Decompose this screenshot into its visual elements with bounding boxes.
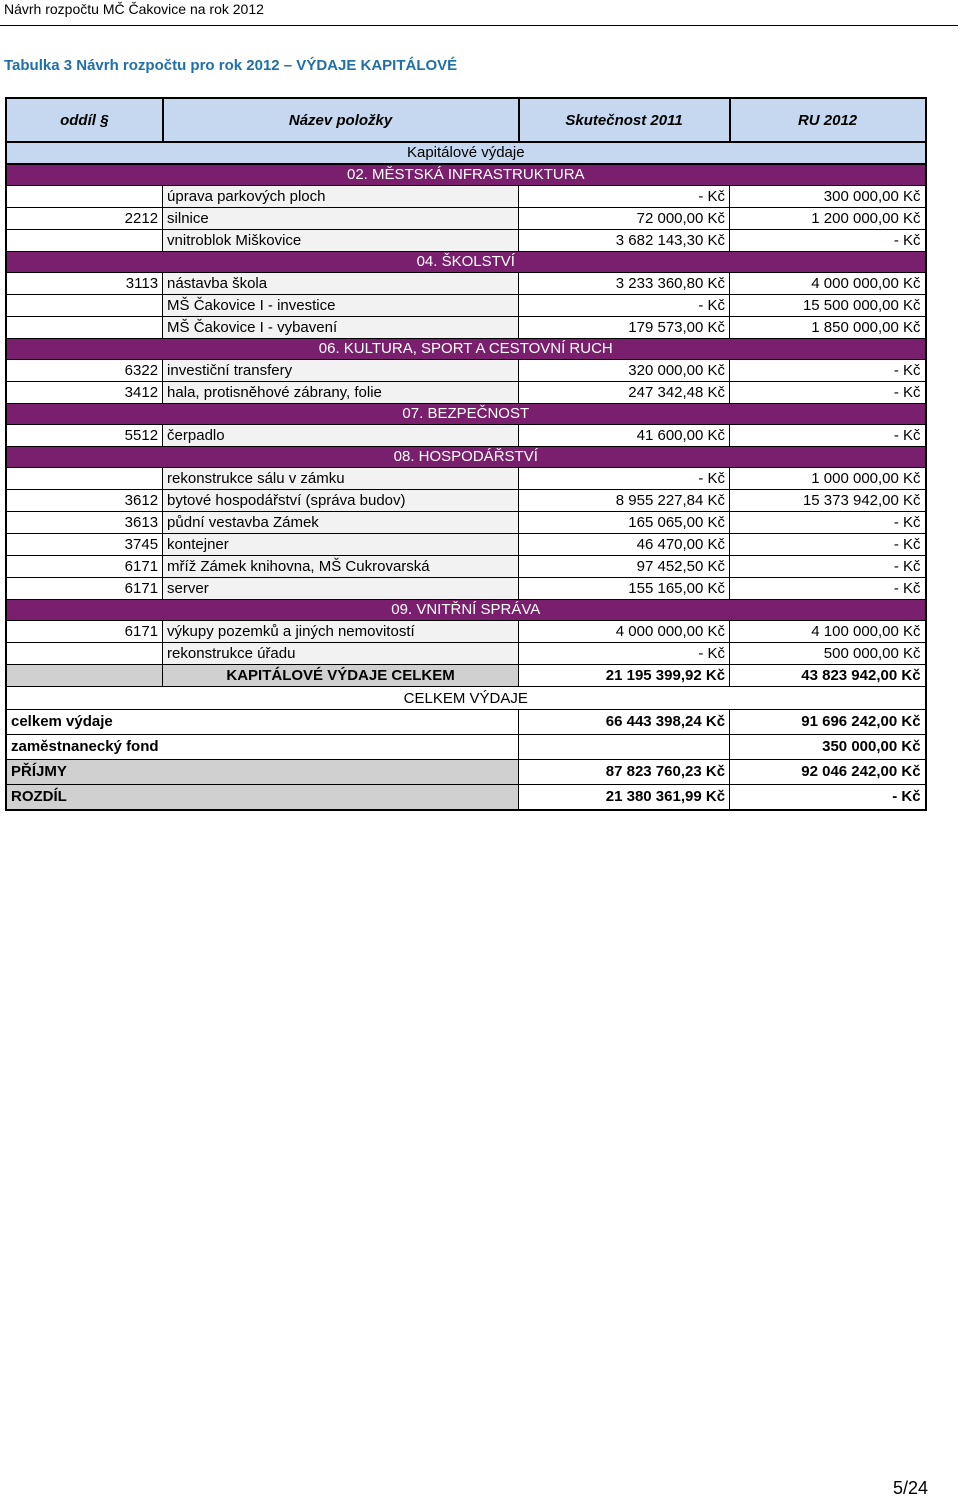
table-row	[6, 360, 926, 382]
table-row	[6, 186, 926, 208]
row-value-2012: - Kč	[730, 382, 926, 404]
column-header-oddil: oddíl §	[6, 98, 163, 142]
group-title: 04. ŠKOLSTVÍ	[6, 252, 926, 273]
summary-value-2011	[519, 735, 730, 760]
group-header-row	[6, 252, 926, 273]
row-value-2011: 179 573,00 Kč	[519, 317, 730, 339]
summary-value-2012: 350 000,00 Kč	[730, 735, 926, 760]
total-row	[6, 665, 926, 687]
column-header-ru: RU 2012	[730, 98, 926, 142]
document-header	[0, 0, 958, 26]
group-title: 06. KULTURA, SPORT A CESTOVNÍ RUCH	[6, 339, 926, 360]
row-value-2012: 4 000 000,00 Kč	[730, 273, 926, 295]
row-value-2012: - Kč	[730, 578, 926, 600]
section-title-row	[6, 142, 926, 164]
row-value-2011: - Kč	[519, 468, 730, 490]
table-row	[6, 208, 926, 230]
budget-table	[5, 97, 927, 811]
row-value-2011: 8 955 227,84 Kč	[519, 490, 730, 512]
summary-spacer	[163, 760, 519, 785]
row-value-2012: - Kč	[730, 534, 926, 556]
row-code: 6171	[6, 578, 163, 600]
row-name: nástavba škola	[163, 273, 519, 295]
row-value-2012: 4 100 000,00 Kč	[730, 621, 926, 643]
row-value-2011: 4 000 000,00 Kč	[519, 621, 730, 643]
row-value-2012: 15 500 000,00 Kč	[730, 295, 926, 317]
row-value-2011: 247 342,48 Kč	[519, 382, 730, 404]
row-code: 3412	[6, 382, 163, 404]
table-row	[6, 468, 926, 490]
summary-value-2011: 66 443 398,24 Kč	[519, 710, 730, 735]
row-value-2011: 72 000,00 Kč	[519, 208, 730, 230]
group-title: 08. HOSPODÁŘSTVÍ	[6, 447, 926, 468]
table-row	[6, 512, 926, 534]
table-row	[6, 382, 926, 404]
row-value-2011: 320 000,00 Kč	[519, 360, 730, 382]
summary-label: ROZDÍL	[6, 785, 163, 811]
summary-title: CELKEM VÝDAJE	[6, 687, 926, 710]
row-value-2012: 500 000,00 Kč	[730, 643, 926, 665]
row-code: 2212	[6, 208, 163, 230]
page-number: 5/24	[892, 1478, 928, 1498]
summary-row	[6, 735, 926, 760]
table-row	[6, 273, 926, 295]
summary-row	[6, 710, 926, 735]
row-name: vnitroblok Miškovice	[163, 230, 519, 252]
summary-spacer	[163, 785, 519, 811]
group-header-row	[6, 447, 926, 468]
summary-spacer	[163, 735, 519, 760]
group-header-row	[6, 404, 926, 425]
row-value-2012: - Kč	[730, 360, 926, 382]
budget-table-body	[6, 98, 926, 810]
row-name: bytové hospodářství (správa budov)	[163, 490, 519, 512]
row-value-2012: - Kč	[730, 230, 926, 252]
row-code: 6322	[6, 360, 163, 382]
row-code	[6, 186, 163, 208]
table-row	[6, 317, 926, 339]
summary-value-2011: 21 380 361,99 Kč	[519, 785, 730, 811]
row-name: výkupy pozemků a jiných nemovitostí	[163, 621, 519, 643]
row-name: čerpadlo	[163, 425, 519, 447]
row-name: hala, protisněhové zábrany, folie	[163, 382, 519, 404]
row-value-2012: 15 373 942,00 Kč	[730, 490, 926, 512]
row-value-2012: 1 000 000,00 Kč	[730, 468, 926, 490]
row-value-2012: - Kč	[730, 556, 926, 578]
row-code: 3612	[6, 490, 163, 512]
table-row	[6, 534, 926, 556]
row-name: silnice	[163, 208, 519, 230]
table-row	[6, 621, 926, 643]
row-code	[6, 643, 163, 665]
row-code: 6171	[6, 621, 163, 643]
row-name: MŠ Čakovice I - vybavení	[163, 317, 519, 339]
summary-value-2012: 92 046 242,00 Kč	[730, 760, 926, 785]
row-name: úprava parkových ploch	[163, 186, 519, 208]
summary-row	[6, 760, 926, 785]
row-value-2011: - Kč	[519, 643, 730, 665]
row-value-2012: 1 200 000,00 Kč	[730, 208, 926, 230]
group-title: 09. VNITŘNÍ SPRÁVA	[6, 600, 926, 621]
row-name: mříž Zámek knihovna, MŠ Cukrovarská	[163, 556, 519, 578]
summary-value-2012: - Kč	[730, 785, 926, 811]
total-label: KAPITÁLOVÉ VÝDAJE CELKEM	[163, 665, 519, 687]
table-row	[6, 230, 926, 252]
summary-label: PŘÍJMY	[6, 760, 163, 785]
row-name: investiční transfery	[163, 360, 519, 382]
row-value-2011: 46 470,00 Kč	[519, 534, 730, 556]
row-value-2011: 41 600,00 Kč	[519, 425, 730, 447]
summary-value-2011: 87 823 760,23 Kč	[519, 760, 730, 785]
row-name: rekonstrukce úřadu	[163, 643, 519, 665]
table-row	[6, 425, 926, 447]
summary-label: zaměstnanecký fond	[6, 735, 163, 760]
table-row	[6, 490, 926, 512]
row-value-2012: 300 000,00 Kč	[730, 186, 926, 208]
table-caption: Tabulka 3 Návrh rozpočtu pro rok 2012 – VÝDAJE KAPITÁLOVÉ	[4, 57, 458, 74]
column-header-skutecnost: Skutečnost 2011	[519, 98, 730, 142]
total-value-2011: 21 195 399,92 Kč	[519, 665, 730, 687]
total-spacer	[6, 665, 163, 687]
row-value-2011: 155 165,00 Kč	[519, 578, 730, 600]
row-value-2011: 165 065,00 Kč	[519, 512, 730, 534]
row-code: 3613	[6, 512, 163, 534]
row-name: kontejner	[163, 534, 519, 556]
row-code: 6171	[6, 556, 163, 578]
summary-header-row	[6, 687, 926, 710]
document-title: Návrh rozpočtu MČ Čakovice na rok 2012	[4, 1, 264, 17]
table-row	[6, 295, 926, 317]
row-name: rekonstrukce sálu v zámku	[163, 468, 519, 490]
table-row	[6, 578, 926, 600]
row-code	[6, 468, 163, 490]
row-name: MŠ Čakovice I - investice	[163, 295, 519, 317]
summary-label: celkem výdaje	[6, 710, 163, 735]
row-value-2012: - Kč	[730, 425, 926, 447]
total-value-2012: 43 823 942,00 Kč	[730, 665, 926, 687]
row-value-2011: 3 682 143,30 Kč	[519, 230, 730, 252]
group-header-row	[6, 600, 926, 621]
row-code: 3113	[6, 273, 163, 295]
table-row	[6, 643, 926, 665]
row-value-2011: - Kč	[519, 186, 730, 208]
row-name: server	[163, 578, 519, 600]
group-header-row	[6, 339, 926, 360]
row-code	[6, 295, 163, 317]
row-value-2012: - Kč	[730, 512, 926, 534]
group-header-row	[6, 164, 926, 186]
row-value-2012: 1 850 000,00 Kč	[730, 317, 926, 339]
summary-row	[6, 785, 926, 811]
table-row	[6, 556, 926, 578]
row-code	[6, 230, 163, 252]
section-title: Kapitálové výdaje	[6, 142, 926, 164]
row-value-2011: 97 452,50 Kč	[519, 556, 730, 578]
row-code: 5512	[6, 425, 163, 447]
group-title: 02. MĚSTSKÁ INFRASTRUKTURA	[6, 164, 926, 186]
row-value-2011: 3 233 360,80 Kč	[519, 273, 730, 295]
row-name: půdní vestavba Zámek	[163, 512, 519, 534]
row-value-2011: - Kč	[519, 295, 730, 317]
summary-value-2012: 91 696 242,00 Kč	[730, 710, 926, 735]
row-code	[6, 317, 163, 339]
row-code: 3745	[6, 534, 163, 556]
column-header-row	[6, 98, 926, 142]
group-title: 07. BEZPEČNOST	[6, 404, 926, 425]
column-header-nazev: Název položky	[163, 98, 519, 142]
summary-spacer	[163, 710, 519, 735]
